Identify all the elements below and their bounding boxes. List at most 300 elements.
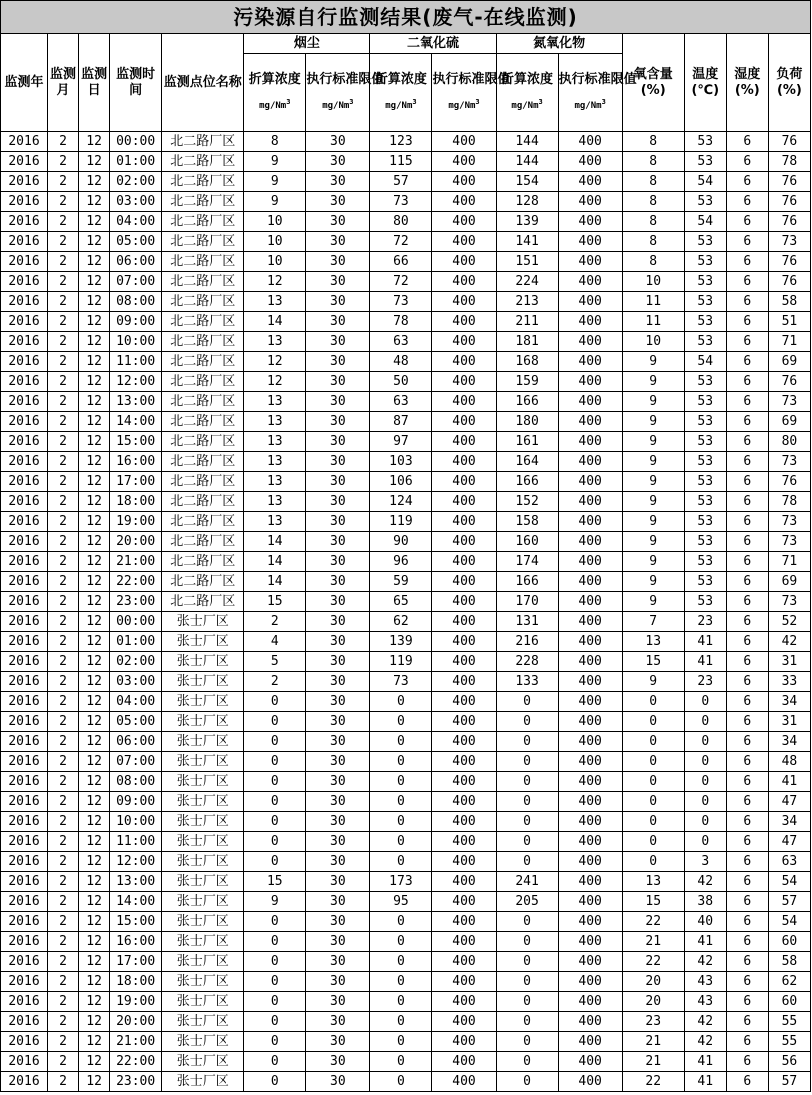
cell-humidity: 6 <box>726 832 768 852</box>
cell-nox-limit: 400 <box>558 232 622 252</box>
cell-time: 07:00 <box>110 272 162 292</box>
cell-time: 06:00 <box>110 732 162 752</box>
cell-day: 12 <box>79 712 110 732</box>
cell-load: 52 <box>768 612 810 632</box>
cell-load: 76 <box>768 212 810 232</box>
table-row <box>1 692 811 712</box>
cell-nox-limit: 400 <box>558 1032 622 1052</box>
cell-dust-conc: 13 <box>244 292 306 312</box>
cell-so2-conc: 73 <box>370 672 432 692</box>
cell-year: 2016 <box>1 132 48 152</box>
cell-nox-conc: 211 <box>496 312 558 332</box>
cell-so2-limit: 400 <box>432 952 496 972</box>
cell-temperature: 41 <box>684 632 726 652</box>
cell-load: 73 <box>768 232 810 252</box>
cell-nox-conc: 166 <box>496 472 558 492</box>
cell-humidity: 6 <box>726 272 768 292</box>
table-row <box>1 472 811 492</box>
cell-humidity: 6 <box>726 492 768 512</box>
cell-dust-conc: 2 <box>244 612 306 632</box>
cell-nox-conc: 0 <box>496 1072 558 1092</box>
cell-so2-conc: 0 <box>370 732 432 752</box>
cell-dust-limit: 30 <box>306 1032 370 1052</box>
cell-humidity: 6 <box>726 532 768 552</box>
cell-month: 2 <box>48 512 79 532</box>
cell-month: 2 <box>48 492 79 512</box>
cell-site: 张士厂区 <box>162 1052 244 1072</box>
cell-oxygen: 10 <box>622 272 684 292</box>
cell-humidity: 6 <box>726 672 768 692</box>
cell-oxygen: 9 <box>622 412 684 432</box>
cell-dust-limit: 30 <box>306 432 370 452</box>
cell-dust-limit: 30 <box>306 772 370 792</box>
cell-dust-conc: 0 <box>244 792 306 812</box>
header-conc-label: 折算浓度 <box>374 71 427 87</box>
cell-nox-conc: 164 <box>496 452 558 472</box>
cell-nox-limit: 400 <box>558 752 622 772</box>
cell-day: 12 <box>79 132 110 152</box>
cell-year: 2016 <box>1 572 48 592</box>
cell-temperature: 53 <box>684 452 726 472</box>
cell-site: 北二路厂区 <box>162 212 244 232</box>
header-time: 监测时间 <box>110 34 162 132</box>
cell-year: 2016 <box>1 752 48 772</box>
cell-dust-conc: 10 <box>244 232 306 252</box>
cell-dust-conc: 0 <box>244 812 306 832</box>
cell-month: 2 <box>48 712 79 732</box>
cell-humidity: 6 <box>726 1012 768 1032</box>
cell-load: 57 <box>768 892 810 912</box>
cell-so2-limit: 400 <box>432 672 496 692</box>
cell-nox-limit: 400 <box>558 872 622 892</box>
cell-nox-limit: 400 <box>558 1052 622 1072</box>
cell-nox-limit: 400 <box>558 412 622 432</box>
cell-site: 张士厂区 <box>162 1072 244 1092</box>
cell-dust-conc: 0 <box>244 912 306 932</box>
cell-time: 01:00 <box>110 152 162 172</box>
cell-humidity: 6 <box>726 472 768 492</box>
cell-humidity: 6 <box>726 172 768 192</box>
cell-load: 71 <box>768 552 810 572</box>
cell-load: 73 <box>768 452 810 472</box>
cell-site: 北二路厂区 <box>162 432 244 452</box>
cell-humidity: 6 <box>726 292 768 312</box>
cell-year: 2016 <box>1 372 48 392</box>
cell-month: 2 <box>48 1052 79 1072</box>
cell-dust-conc: 0 <box>244 752 306 772</box>
cell-time: 11:00 <box>110 832 162 852</box>
header-limit-label: 执行标准限值 <box>558 71 637 87</box>
header-month: 监测月 <box>48 34 79 132</box>
cell-year: 2016 <box>1 852 48 872</box>
cell-load: 76 <box>768 372 810 392</box>
cell-nox-conc: 144 <box>496 152 558 172</box>
cell-site: 北二路厂区 <box>162 132 244 152</box>
cell-so2-limit: 400 <box>432 632 496 652</box>
cell-site: 北二路厂区 <box>162 412 244 432</box>
cell-humidity: 6 <box>726 772 768 792</box>
cell-time: 03:00 <box>110 672 162 692</box>
cell-site: 张士厂区 <box>162 1032 244 1052</box>
table-row <box>1 1052 811 1072</box>
cell-load: 69 <box>768 352 810 372</box>
cell-year: 2016 <box>1 272 48 292</box>
cell-day: 12 <box>79 772 110 792</box>
cell-month: 2 <box>48 532 79 552</box>
table-row <box>1 512 811 532</box>
table-row <box>1 732 811 752</box>
cell-humidity: 6 <box>726 692 768 712</box>
cell-load: 60 <box>768 932 810 952</box>
header-nox-limit <box>558 54 637 132</box>
cell-nox-limit: 400 <box>558 972 622 992</box>
cell-nox-limit: 400 <box>558 792 622 812</box>
cell-nox-limit: 400 <box>558 292 622 312</box>
cell-year: 2016 <box>1 472 48 492</box>
cell-oxygen: 10 <box>622 332 684 352</box>
cell-so2-conc: 97 <box>370 432 432 452</box>
cell-humidity: 6 <box>726 132 768 152</box>
header-humidity: 湿度(%) <box>726 34 768 132</box>
cell-load: 55 <box>768 1012 810 1032</box>
cell-load: 47 <box>768 832 810 852</box>
cell-dust-conc: 14 <box>244 572 306 592</box>
cell-site: 张士厂区 <box>162 632 244 652</box>
header-oxygen: 氧含量(%) <box>622 34 684 132</box>
cell-nox-limit: 400 <box>558 892 622 912</box>
table-row <box>1 532 811 552</box>
cell-so2-limit: 400 <box>432 552 496 572</box>
cell-year: 2016 <box>1 772 48 792</box>
cell-temperature: 0 <box>684 752 726 772</box>
cell-dust-limit: 30 <box>306 292 370 312</box>
cell-temperature: 23 <box>684 612 726 632</box>
cell-time: 09:00 <box>110 792 162 812</box>
cell-so2-conc: 80 <box>370 212 432 232</box>
cell-so2-limit: 400 <box>432 492 496 512</box>
table-row <box>1 572 811 592</box>
cell-load: 78 <box>768 152 810 172</box>
cell-dust-limit: 30 <box>306 152 370 172</box>
cell-dust-conc: 12 <box>244 272 306 292</box>
cell-day: 12 <box>79 792 110 812</box>
cell-load: 80 <box>768 432 810 452</box>
cell-year: 2016 <box>1 732 48 752</box>
cell-so2-limit: 400 <box>432 732 496 752</box>
cell-site: 北二路厂区 <box>162 152 244 172</box>
cell-year: 2016 <box>1 252 48 272</box>
cell-day: 12 <box>79 392 110 412</box>
cell-temperature: 54 <box>684 352 726 372</box>
cell-month: 2 <box>48 172 79 192</box>
cell-so2-limit: 400 <box>432 432 496 452</box>
cell-dust-limit: 30 <box>306 892 370 912</box>
cell-temperature: 43 <box>684 992 726 1012</box>
unit-text: mg/Nm <box>511 100 539 111</box>
cell-dust-limit: 30 <box>306 192 370 212</box>
cell-so2-limit: 400 <box>432 332 496 352</box>
table-row <box>1 432 811 452</box>
table-row <box>1 972 811 992</box>
cell-so2-conc: 73 <box>370 192 432 212</box>
unit-text: mg/Nm <box>259 100 287 111</box>
cell-day: 12 <box>79 352 110 372</box>
cell-dust-conc: 0 <box>244 972 306 992</box>
cell-so2-conc: 0 <box>370 712 432 732</box>
cell-so2-conc: 119 <box>370 512 432 532</box>
cell-oxygen: 22 <box>622 952 684 972</box>
table-row <box>1 912 811 932</box>
header-so2-limit <box>432 54 511 132</box>
cell-humidity: 6 <box>726 652 768 672</box>
cell-dust-conc: 13 <box>244 512 306 532</box>
cell-month: 2 <box>48 652 79 672</box>
cell-day: 12 <box>79 932 110 952</box>
table-row <box>1 952 811 972</box>
cell-dust-conc: 13 <box>244 392 306 412</box>
cell-humidity: 6 <box>726 1032 768 1052</box>
cell-humidity: 6 <box>726 612 768 632</box>
cell-dust-limit: 30 <box>306 632 370 652</box>
table-row <box>1 752 811 772</box>
cell-so2-conc: 57 <box>370 172 432 192</box>
cell-nox-conc: 174 <box>496 552 558 572</box>
table-row <box>1 832 811 852</box>
cell-nox-conc: 152 <box>496 492 558 512</box>
cell-load: 76 <box>768 132 810 152</box>
cell-so2-conc: 72 <box>370 272 432 292</box>
cell-temperature: 42 <box>684 952 726 972</box>
cell-oxygen: 9 <box>622 592 684 612</box>
cell-day: 12 <box>79 172 110 192</box>
cell-dust-conc: 9 <box>244 892 306 912</box>
cell-year: 2016 <box>1 692 48 712</box>
cell-year: 2016 <box>1 432 48 452</box>
cell-day: 12 <box>79 232 110 252</box>
cell-temperature: 0 <box>684 792 726 812</box>
cell-load: 56 <box>768 1052 810 1072</box>
cell-load: 71 <box>768 332 810 352</box>
cell-time: 17:00 <box>110 472 162 492</box>
cell-load: 51 <box>768 312 810 332</box>
cell-so2-conc: 95 <box>370 892 432 912</box>
cell-nox-conc: 0 <box>496 832 558 852</box>
cell-dust-limit: 30 <box>306 932 370 952</box>
cell-humidity: 6 <box>726 552 768 572</box>
cell-so2-limit: 400 <box>432 792 496 812</box>
cell-time: 00:00 <box>110 612 162 632</box>
cell-so2-conc: 0 <box>370 952 432 972</box>
cell-oxygen: 8 <box>622 212 684 232</box>
cell-month: 2 <box>48 852 79 872</box>
cell-day: 12 <box>79 672 110 692</box>
cell-so2-limit: 400 <box>432 752 496 772</box>
unit-superscript: 3 <box>601 97 606 106</box>
cell-dust-conc: 0 <box>244 932 306 952</box>
cell-dust-conc: 14 <box>244 532 306 552</box>
table-row <box>1 252 811 272</box>
cell-nox-conc: 181 <box>496 332 558 352</box>
cell-year: 2016 <box>1 352 48 372</box>
cell-nox-limit: 400 <box>558 532 622 552</box>
cell-time: 20:00 <box>110 532 162 552</box>
cell-load: 69 <box>768 412 810 432</box>
header-unit <box>244 94 305 114</box>
cell-so2-conc: 0 <box>370 1052 432 1072</box>
cell-oxygen: 13 <box>622 872 684 892</box>
cell-day: 12 <box>79 312 110 332</box>
cell-time: 23:00 <box>110 592 162 612</box>
header-site: 监测点位名称 <box>162 34 244 132</box>
header-temperature: 温度(℃) <box>684 34 726 132</box>
cell-time: 19:00 <box>110 992 162 1012</box>
table-row <box>1 592 811 612</box>
cell-site: 北二路厂区 <box>162 252 244 272</box>
cell-load: 63 <box>768 852 810 872</box>
cell-nox-conc: 0 <box>496 792 558 812</box>
table-row <box>1 712 811 732</box>
cell-time: 18:00 <box>110 972 162 992</box>
cell-dust-conc: 2 <box>244 672 306 692</box>
table-row <box>1 452 811 472</box>
cell-year: 2016 <box>1 972 48 992</box>
cell-site: 北二路厂区 <box>162 452 244 472</box>
cell-nox-conc: 0 <box>496 1032 558 1052</box>
cell-site: 北二路厂区 <box>162 552 244 572</box>
cell-year: 2016 <box>1 912 48 932</box>
cell-nox-limit: 400 <box>558 1012 622 1032</box>
cell-temperature: 0 <box>684 692 726 712</box>
table-row <box>1 332 811 352</box>
cell-load: 41 <box>768 772 810 792</box>
cell-so2-limit: 400 <box>432 212 496 232</box>
cell-nox-limit: 400 <box>558 612 622 632</box>
cell-load: 31 <box>768 652 810 672</box>
cell-month: 2 <box>48 252 79 272</box>
cell-so2-conc: 0 <box>370 972 432 992</box>
cell-so2-conc: 87 <box>370 412 432 432</box>
table-row <box>1 1032 811 1052</box>
cell-load: 73 <box>768 512 810 532</box>
cell-nox-conc: 205 <box>496 892 558 912</box>
cell-load: 34 <box>768 812 810 832</box>
cell-temperature: 53 <box>684 252 726 272</box>
header-unit <box>497 94 558 114</box>
cell-day: 12 <box>79 492 110 512</box>
cell-day: 12 <box>79 732 110 752</box>
header-load: 负荷(%) <box>768 34 810 132</box>
cell-month: 2 <box>48 372 79 392</box>
cell-day: 12 <box>79 532 110 552</box>
cell-nox-conc: 128 <box>496 192 558 212</box>
cell-month: 2 <box>48 872 79 892</box>
header-conc-label: 折算浓度 <box>501 71 554 87</box>
cell-month: 2 <box>48 352 79 372</box>
cell-nox-conc: 180 <box>496 412 558 432</box>
cell-load: 73 <box>768 592 810 612</box>
cell-month: 2 <box>48 772 79 792</box>
cell-so2-limit: 400 <box>432 572 496 592</box>
cell-humidity: 6 <box>726 152 768 172</box>
cell-so2-limit: 400 <box>432 532 496 552</box>
cell-year: 2016 <box>1 792 48 812</box>
cell-temperature: 53 <box>684 572 726 592</box>
cell-so2-conc: 0 <box>370 852 432 872</box>
cell-so2-conc: 0 <box>370 1072 432 1092</box>
cell-nox-limit: 400 <box>558 932 622 952</box>
cell-so2-conc: 63 <box>370 332 432 352</box>
cell-load: 54 <box>768 912 810 932</box>
cell-humidity: 6 <box>726 752 768 772</box>
cell-year: 2016 <box>1 172 48 192</box>
cell-oxygen: 8 <box>622 192 684 212</box>
cell-dust-conc: 12 <box>244 352 306 372</box>
cell-load: 73 <box>768 392 810 412</box>
cell-humidity: 6 <box>726 892 768 912</box>
cell-dust-conc: 4 <box>244 632 306 652</box>
cell-dust-limit: 30 <box>306 232 370 252</box>
cell-site: 北二路厂区 <box>162 392 244 412</box>
cell-day: 12 <box>79 472 110 492</box>
cell-time: 21:00 <box>110 552 162 572</box>
cell-humidity: 6 <box>726 572 768 592</box>
cell-nox-conc: 0 <box>496 992 558 1012</box>
cell-so2-limit: 400 <box>432 272 496 292</box>
cell-site: 张士厂区 <box>162 1012 244 1032</box>
cell-year: 2016 <box>1 632 48 652</box>
cell-nox-limit: 400 <box>558 332 622 352</box>
cell-so2-limit: 400 <box>432 992 496 1012</box>
cell-so2-limit: 400 <box>432 892 496 912</box>
cell-year: 2016 <box>1 492 48 512</box>
table-row <box>1 272 811 292</box>
cell-so2-conc: 72 <box>370 232 432 252</box>
cell-site: 北二路厂区 <box>162 372 244 392</box>
cell-temperature: 41 <box>684 932 726 952</box>
cell-month: 2 <box>48 832 79 852</box>
cell-year: 2016 <box>1 312 48 332</box>
cell-temperature: 53 <box>684 392 726 412</box>
cell-load: 42 <box>768 632 810 652</box>
cell-nox-limit: 400 <box>558 772 622 792</box>
monitoring-table <box>0 33 811 1092</box>
cell-so2-limit: 400 <box>432 812 496 832</box>
cell-load: 76 <box>768 252 810 272</box>
cell-oxygen: 0 <box>622 852 684 872</box>
cell-oxygen: 0 <box>622 692 684 712</box>
unit-text: mg/Nm <box>574 100 602 111</box>
cell-temperature: 54 <box>684 172 726 192</box>
cell-dust-limit: 30 <box>306 852 370 872</box>
cell-year: 2016 <box>1 292 48 312</box>
cell-temperature: 53 <box>684 592 726 612</box>
cell-oxygen: 7 <box>622 612 684 632</box>
cell-nox-conc: 0 <box>496 1012 558 1032</box>
header-group-nox: 氮氧化物 <box>496 34 622 54</box>
cell-year: 2016 <box>1 812 48 832</box>
cell-dust-limit: 30 <box>306 692 370 712</box>
cell-oxygen: 8 <box>622 252 684 272</box>
cell-so2-limit: 400 <box>432 192 496 212</box>
cell-year: 2016 <box>1 452 48 472</box>
cell-dust-limit: 30 <box>306 972 370 992</box>
cell-time: 12:00 <box>110 852 162 872</box>
cell-temperature: 42 <box>684 1032 726 1052</box>
cell-day: 12 <box>79 612 110 632</box>
cell-temperature: 53 <box>684 552 726 572</box>
cell-nox-conc: 159 <box>496 372 558 392</box>
cell-dust-conc: 9 <box>244 172 306 192</box>
